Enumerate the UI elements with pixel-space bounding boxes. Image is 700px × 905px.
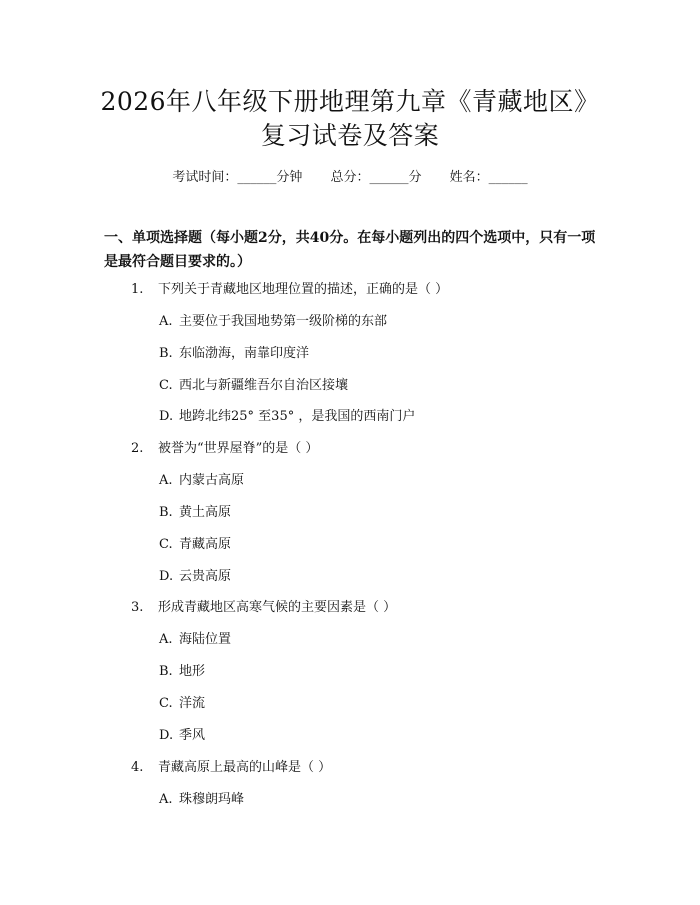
option-text: 主要位于我国地势第一级阶梯的东部: [179, 314, 388, 329]
student-name-blank: ______: [488, 170, 528, 185]
question-number: 3.: [131, 600, 144, 615]
question-4-option-a: [159, 790, 244, 810]
exam-title-line1: 2026年八年级下册地理第九章《青藏地区》: [100, 87, 600, 116]
student-name-label: 姓名：: [449, 170, 489, 185]
option-letter: A.: [159, 632, 173, 647]
question-number: 1.: [131, 282, 144, 297]
option-letter: A.: [159, 473, 173, 488]
option-text: 云贵高原: [179, 569, 232, 584]
question-1-option-c: [159, 376, 348, 396]
option-text: 黄土高原: [179, 505, 232, 520]
option-letter: C.: [159, 696, 173, 711]
option-letter: A.: [159, 792, 173, 807]
exam-time-blank: ______: [237, 170, 277, 185]
question-2-option-a: [159, 471, 244, 491]
question-2: [131, 439, 318, 459]
option-text: 地跨北纬25° 至35° ，是我国的西南门户: [179, 409, 416, 424]
total-score-label: 总分：: [330, 170, 370, 185]
question-1-option-b: [159, 344, 309, 364]
exam-info-line: [0, 168, 700, 188]
question-number: 4.: [131, 760, 144, 775]
option-text: 珠穆朗玛峰: [179, 792, 245, 807]
option-letter: D.: [159, 728, 174, 743]
total-score-field: [330, 168, 421, 188]
option-text: 内蒙古高原: [179, 473, 245, 488]
question-number: 2.: [131, 441, 144, 456]
total-score-unit: 分: [408, 170, 422, 185]
exam-time-field: [172, 168, 302, 188]
option-letter: D.: [159, 409, 174, 424]
question-text: 形成青藏地区高寒气候的主要因素是（ ）: [158, 600, 397, 615]
question-3-option-b: [159, 662, 205, 682]
question-1-option-a: [159, 312, 387, 332]
exam-time-unit: 分钟: [276, 170, 303, 185]
option-text: 洋流: [179, 696, 206, 711]
exam-time-label: 考试时间：: [172, 170, 238, 185]
question-4: [131, 758, 331, 778]
question-3-option-a: [159, 630, 231, 650]
option-letter: C.: [159, 378, 173, 393]
question-3-option-d: [159, 726, 205, 746]
option-letter: C.: [159, 537, 173, 552]
question-2-option-c: [159, 535, 231, 555]
option-text: 季风: [179, 728, 206, 743]
question-3-option-c: [159, 694, 205, 714]
option-text: 西北与新疆维吾尔自治区接壤: [179, 378, 349, 393]
question-3: [131, 598, 396, 618]
option-text: 青藏高原: [179, 537, 232, 552]
section-heading: 一、单项选择题（每小题2分，共40分。在每小题列出的四个选项中，只有一项是最符合题目要求的。）: [104, 230, 596, 270]
question-1: [131, 280, 448, 300]
question-text: 青藏高原上最高的山峰是（ ）: [158, 760, 332, 775]
option-letter: B.: [159, 664, 173, 679]
student-name-field: [450, 168, 528, 188]
option-text: 地形: [179, 664, 206, 679]
option-letter: D.: [159, 569, 174, 584]
option-letter: A.: [159, 314, 173, 329]
question-2-option-b: [159, 503, 231, 523]
option-letter: B.: [159, 346, 173, 361]
question-1-option-d: [159, 407, 415, 427]
option-letter: B.: [159, 505, 173, 520]
total-score-blank: ______: [369, 170, 409, 185]
question-text: 下列关于青藏地区地理位置的描述，正确的是（ ）: [158, 282, 449, 297]
exam-title-line2: 复习试卷及答案: [260, 121, 440, 150]
option-text: 海陆位置: [179, 632, 232, 647]
question-text: 被誉为“世界屋脊”的是（ ）: [158, 441, 319, 456]
option-text: 东临渤海，南靠印度洋: [179, 346, 310, 361]
question-2-option-d: [159, 567, 231, 587]
